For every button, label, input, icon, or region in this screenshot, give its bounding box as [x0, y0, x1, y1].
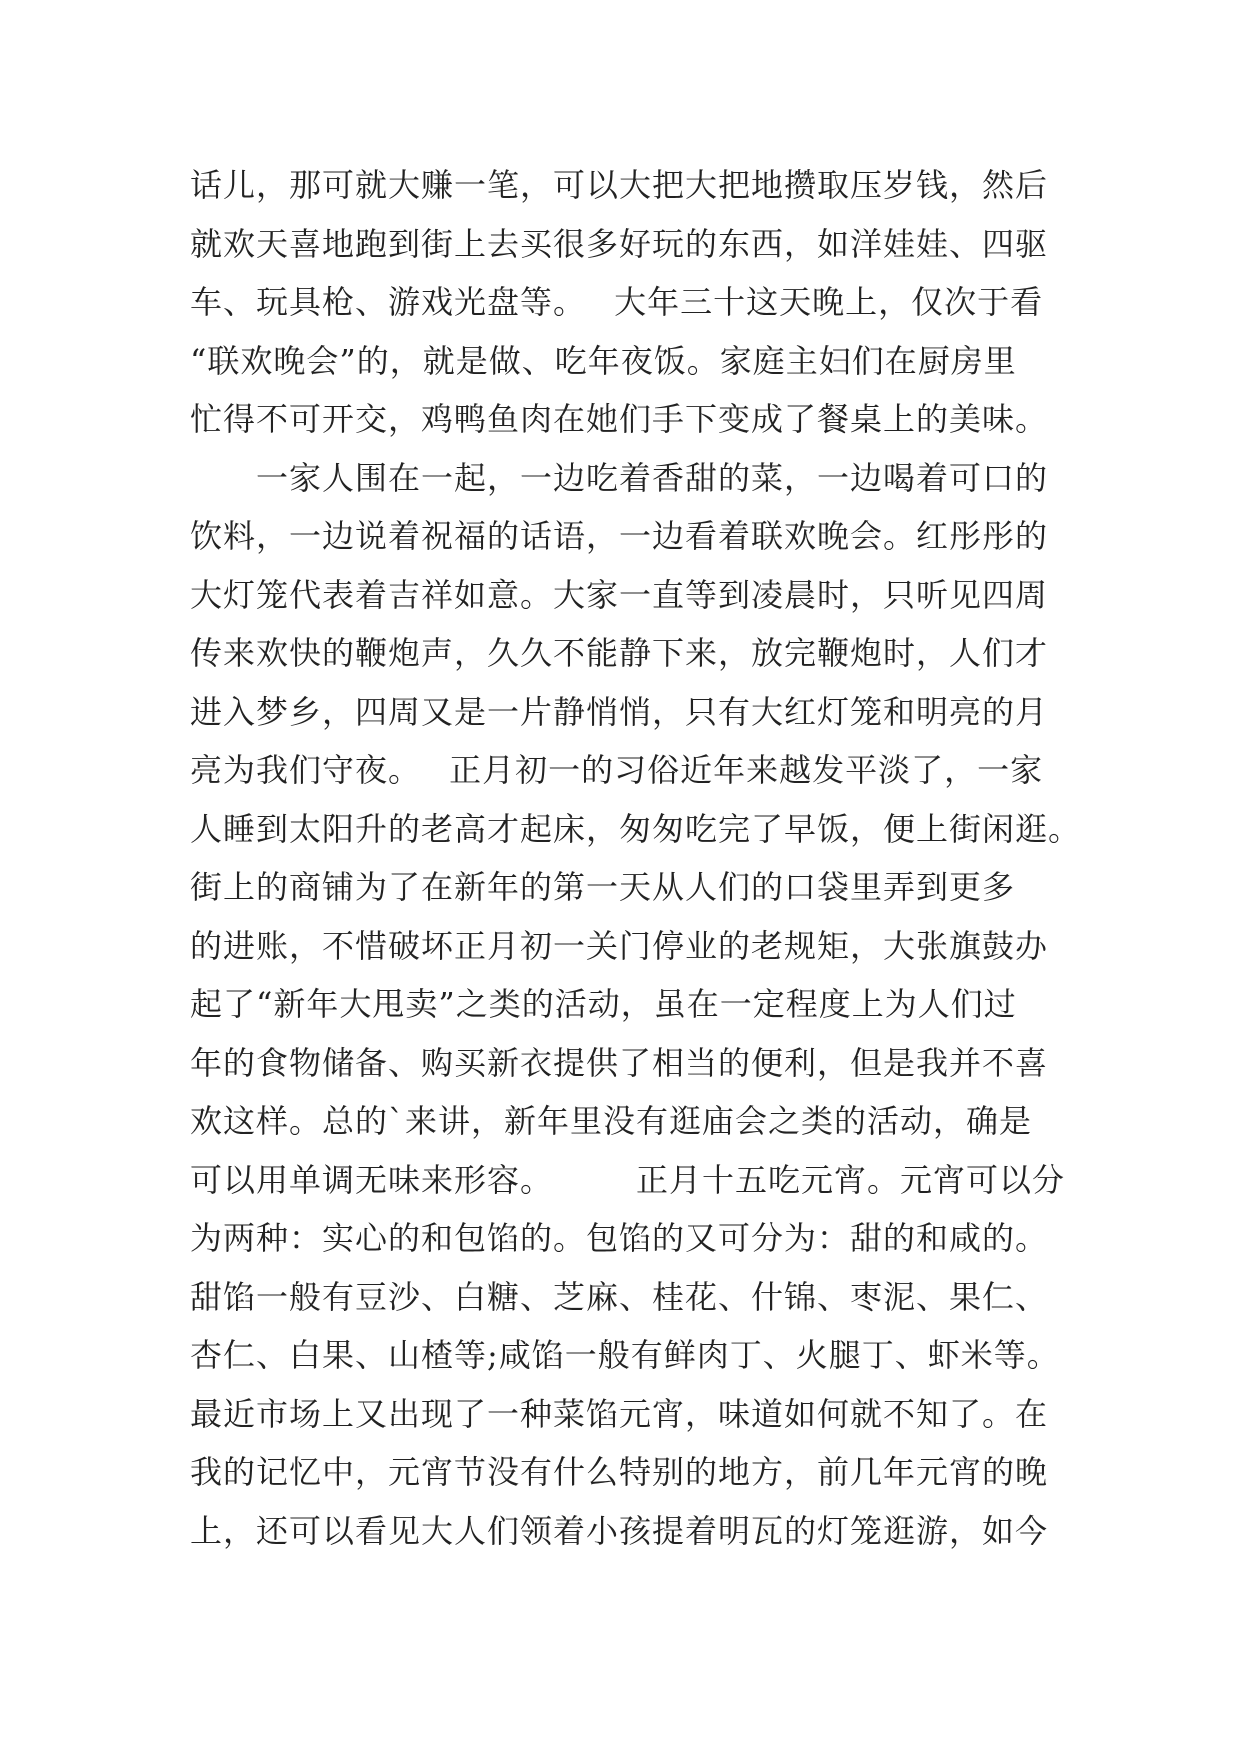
- text-line: 杏仁、白果、山楂等;咸馅一般有鲜肉丁、火腿丁、虾米等。: [190, 1336, 1060, 1374]
- text-line: 起了“新年大甩卖”之类的活动，虽在一定程度上为人们过: [190, 985, 1017, 1023]
- text-line: 传来欢快的鞭炮声，久久不能静下来，放完鞭炮时，人们才: [190, 634, 1049, 672]
- text-line: “联欢晚会”的，就是做、吃年夜饭。家庭主妇们在厨房里: [190, 341, 1017, 380]
- text-line: 街上的商铺为了在新年的第一天从人们的口袋里弄到更多: [190, 868, 1016, 906]
- text-line: 忙得不可开交，鸡鸭鱼肉在她们手下变成了餐桌上的美味。: [190, 400, 1049, 438]
- text-line: 车、玩具枪、游戏光盘等。 大年三十这天晚上，仅次于看: [190, 283, 1044, 321]
- body-text: [190, 156, 1082, 1560]
- text-line: 就欢天喜地跑到街上去买很多好玩的东西，如洋娃娃、四驱: [190, 224, 1049, 263]
- text-line: 我的记忆中，元宵节没有什么特别的地方，前几年元宵的晚: [190, 1453, 1049, 1491]
- text-line: 甜馅一般有豆沙、白糖、芝麻、桂花、什锦、枣泥、果仁、: [190, 1277, 1049, 1316]
- text-line: 可以用单调无味来形容。 正月十五吃元宵。元宵可以分: [190, 1160, 1066, 1199]
- text-line: 大灯笼代表着吉祥如意。大家一直等到凌晨时，只听见四周: [190, 575, 1049, 614]
- text-line: 的进账，不惜破坏正月初一关门停业的老规矩，大张旗鼓办: [190, 926, 1049, 965]
- text-line: 饮料，一边说着祝福的话语，一边看着联欢晚会。红彤彤的: [190, 517, 1049, 555]
- text-line: 为两种：实心的和包馅的。包馅的又可分为：甜的和咸的。: [190, 1219, 1049, 1257]
- text-line: 上，还可以看见大人们领着小孩提着明瓦的灯笼逛游，如今: [190, 1511, 1049, 1550]
- text-line: 亮为我们守夜。 正月初一的习俗近年来越发平淡了，一家: [190, 751, 1044, 789]
- text-line: 人睡到太阳升的老高才起床，匆匆吃完了早饭，便上街闲逛。: [190, 809, 1082, 848]
- text-line: 年的食物储备、购买新衣提供了相当的便利，但是我并不喜: [190, 1043, 1049, 1082]
- text-line: 欢这样。总的`来讲，新年里没有逛庙会之类的活动，确是: [190, 1102, 1033, 1140]
- text-line: 进入梦乡，四周又是一片静悄悄，只有大红灯笼和明亮的月: [190, 692, 1049, 731]
- text-line: 话儿，那可就大赚一笔，可以大把大把地攒取压岁钱，然后: [190, 166, 1049, 204]
- text-line: 最近市场上又出现了一种菜馅元宵，味道如何就不知了。在: [190, 1394, 1049, 1433]
- text-line: 一家人围在一起，一边吃着香甜的菜，一边喝着可口的: [190, 458, 1049, 497]
